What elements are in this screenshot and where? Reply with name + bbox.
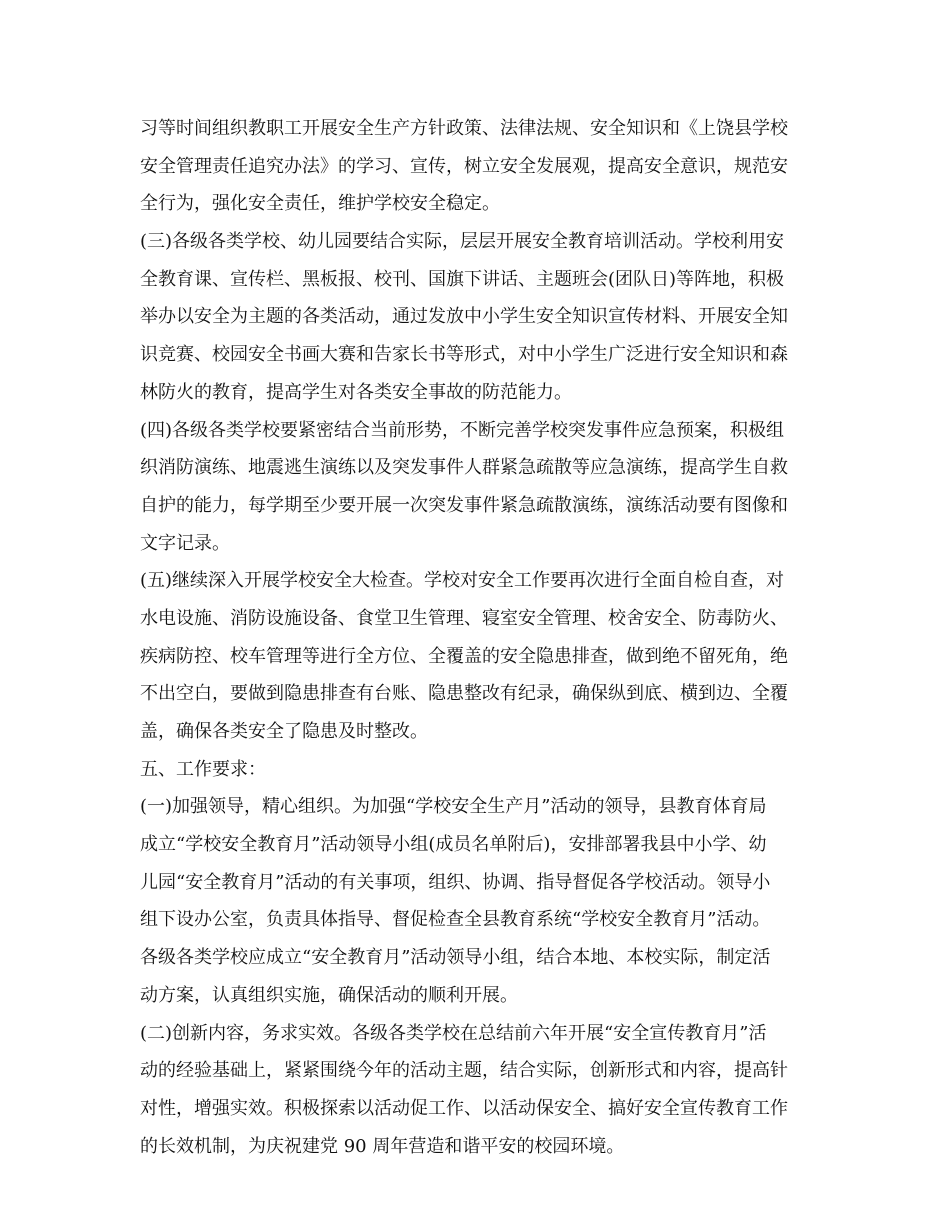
text-line: 全行为，强化安全责任，维护学校安全稳定。 <box>140 193 500 215</box>
text-line: (三)各级各类学校、幼儿园要结合实际，层层开展安全教育培训活动。学校利用安 <box>140 231 785 253</box>
text-line: 不出空白，要做到隐患排查有台账、隐患整改有纪录，确保纵到底、横到边、全覆 <box>140 683 788 705</box>
text-line: (二)创新内容，务求实效。各级各类学校在总结前六年开展“安全宣传教育月”活 <box>140 1022 767 1044</box>
text-line: 盖，确保各类安全了隐患及时整改。 <box>140 721 428 742</box>
text-line: 全教育课、宣传栏、黑板报、校刊、国旗下讲话、主题班会(团队日)等阵地，积极 <box>140 268 785 290</box>
text-line: 举办以安全为主题的各类活动，通过发放中小学生安全知识宣传材料、开展安全知 <box>140 306 788 328</box>
text-line: 的长效机制，为庆祝建党 90 周年营造和谐平安的校园环境。 <box>140 1135 625 1157</box>
text-line: 各级各类学校应成立“安全教育月”活动领导小组，结合本地、本校实际，制定活 <box>140 947 771 969</box>
text-line: 识竞赛、校园安全书画大赛和告家长书等形式，对中小学生广泛进行安全知识和森 <box>140 344 788 366</box>
text-line: (四)各级各类学校要紧密结合当前形势，不断完善学校突发事件应急预案，积极组 <box>140 419 785 441</box>
text-line: 自护的能力，每学期至少要开展一次突发事件紧急疏散演练，演练活动要有图像和 <box>140 494 788 516</box>
text-line: 文字记录。 <box>140 532 230 554</box>
text-line: 安全管理责任追究办法》的学习、宣传，树立安全发展观，提高安全意识，规范安 <box>140 155 788 177</box>
section-heading: 五、工作要求： <box>140 758 266 780</box>
text-line: 织消防演练、地震逃生演练以及突发事件人群紧急疏散等应急演练，提高学生自救 <box>140 457 788 479</box>
text-line: (五)继续深入开展学校安全大检查。学校对安全工作要再次进行全面自检自查，对 <box>140 570 785 592</box>
text-line: 习等时间组织教职工开展安全生产方针政策、法律法规、安全知识和《上饶县学校 <box>140 118 788 139</box>
text-line: 疾病防控、校车管理等进行全方位、全覆盖的安全隐患排查，做到绝不留死角，绝 <box>140 645 788 667</box>
text-line: 儿园“安全教育月”活动的有关事项，组织、协调、指导督促各学校活动。领导小 <box>140 871 771 893</box>
text-line: 动的经验基础上，紧紧围绕今年的活动主题，结合实际，创新形式和内容，提高针 <box>140 1060 788 1082</box>
text-line: (一)加强领导，精心组织。为加强“学校安全生产月”活动的领导，县教育体育局 <box>140 796 767 818</box>
text-line: 组下设办公室，负责具体指导、督促检查全县教育系统“学校安全教育月”活动。 <box>140 909 771 931</box>
text-line: 林防火的教育，提高学生对各类安全事故的防范能力。 <box>140 381 572 403</box>
text-line: 动方案，认真组织实施，确保活动的顺利开展。 <box>140 984 518 1006</box>
body-text <box>140 110 820 1165</box>
text-line: 对性，增强实效。积极探索以活动促工作、以活动保安全、搞好安全宣传教育工作 <box>140 1097 788 1119</box>
text-line: 水电设施、消防设施设备、食堂卫生管理、寝室安全管理、校舍安全、防毒防火、 <box>140 607 788 629</box>
text-line: 成立“学校安全教育月”活动领导小组(成员名单附后)，安排部署我县中小学、幼 <box>140 834 767 856</box>
